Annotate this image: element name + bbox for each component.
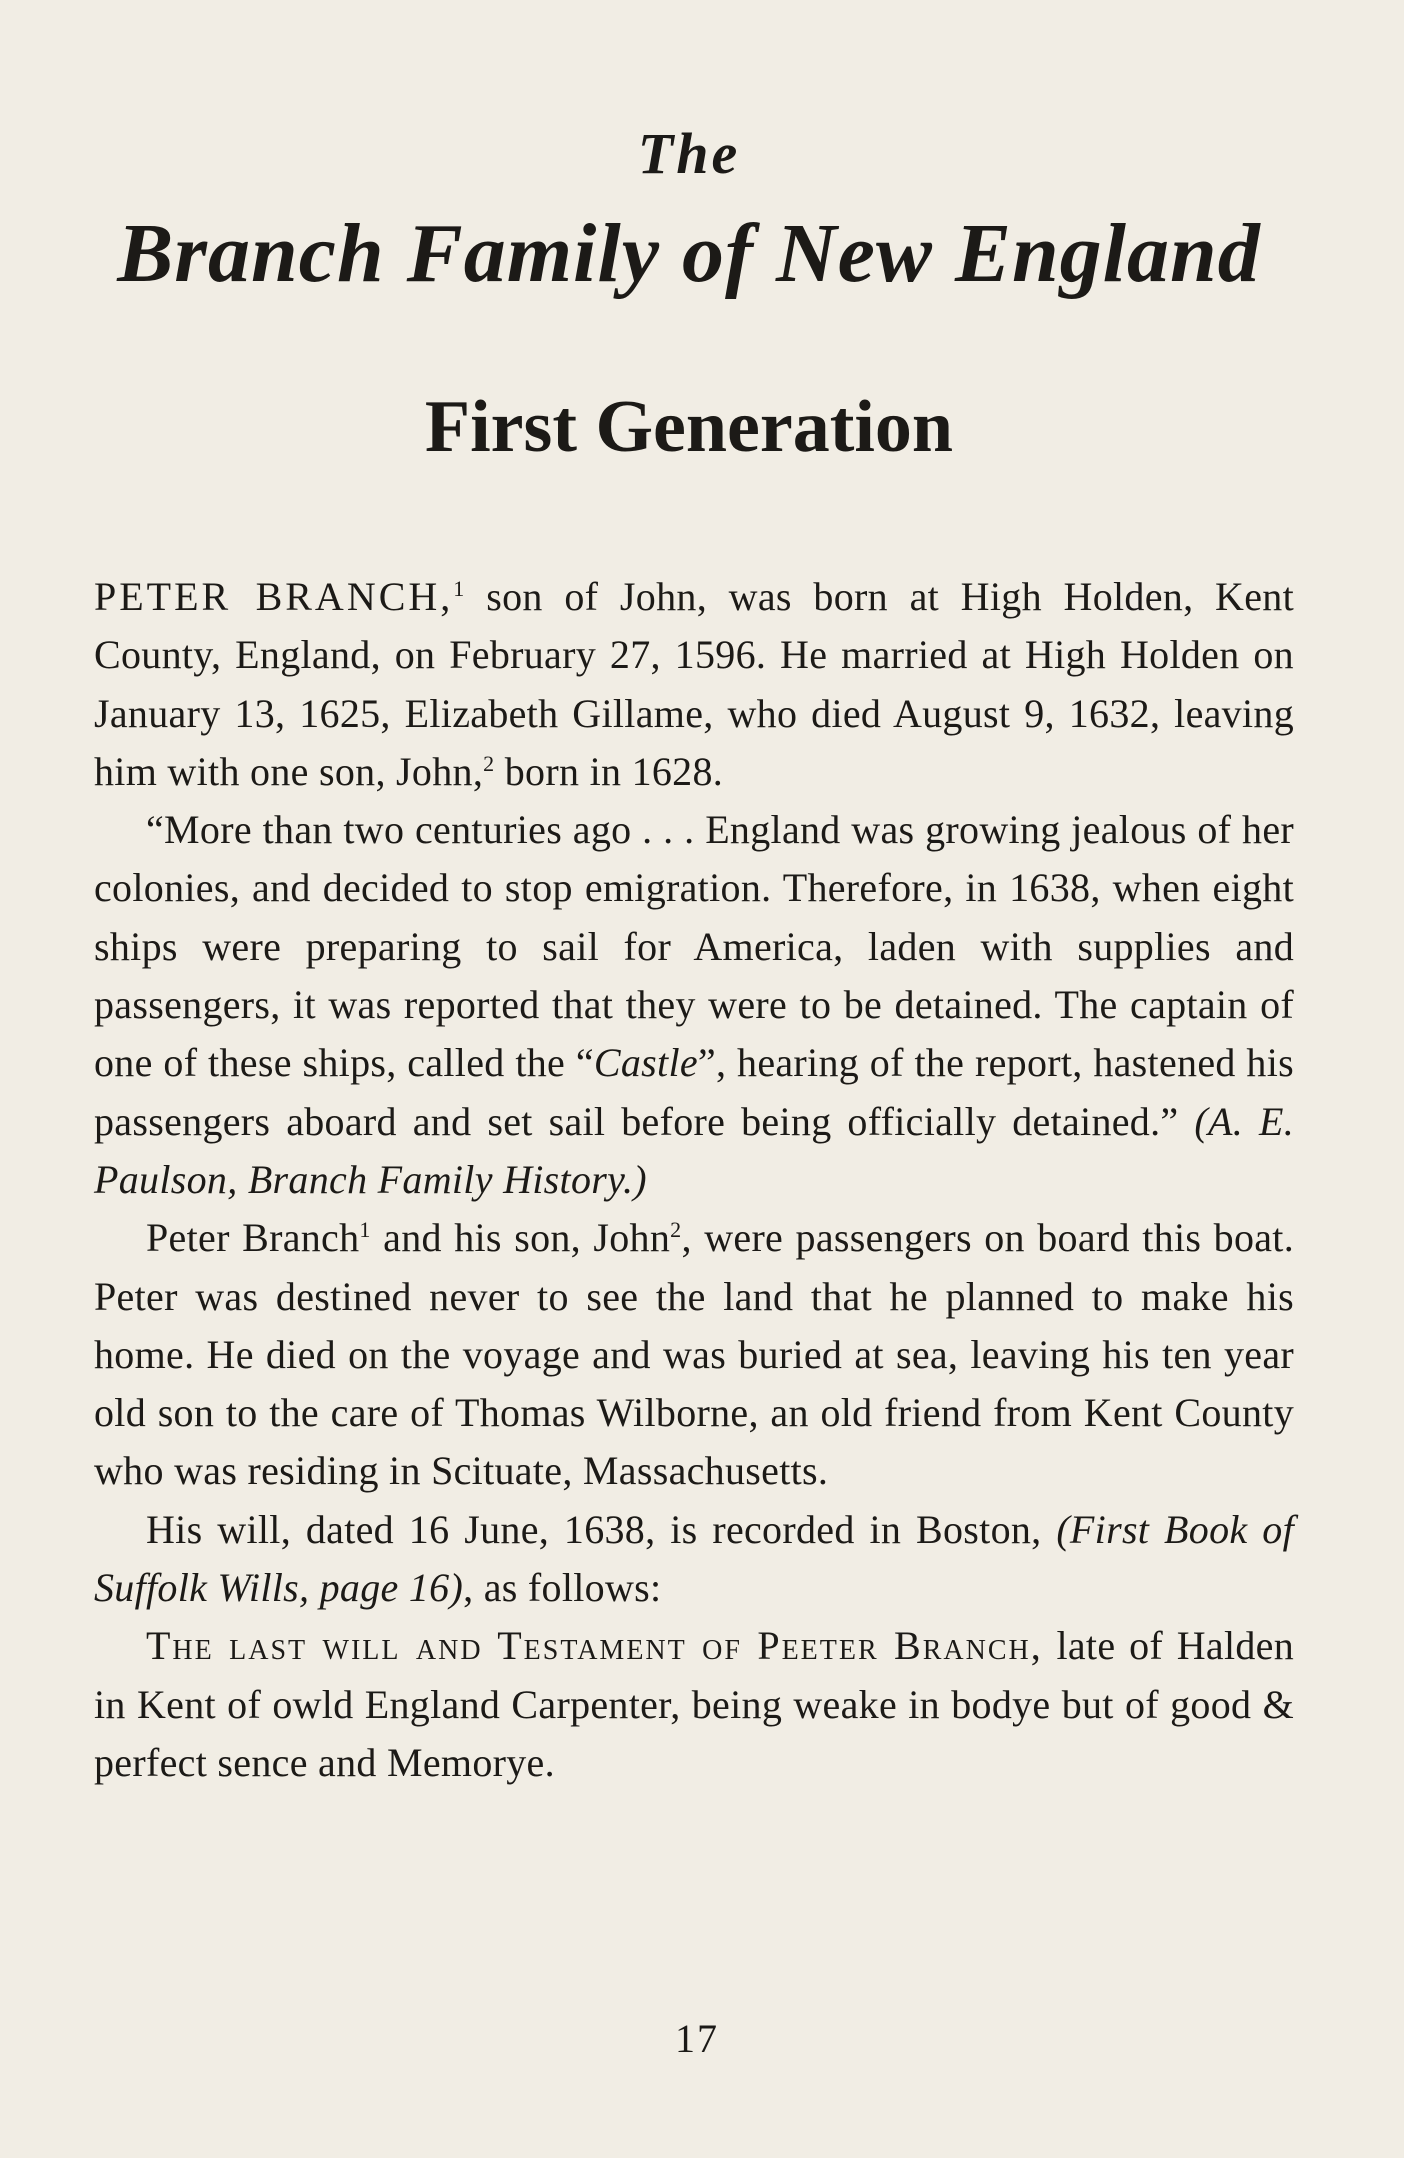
footnote-marker: 2 bbox=[670, 1217, 682, 1243]
page-number: 17 bbox=[675, 2016, 719, 2061]
footnote-marker: 1 bbox=[359, 1217, 371, 1243]
title-article: The bbox=[637, 121, 741, 186]
paragraph-text: son of John, was born at High Holden, Kent County, England, on February 27, 1596. He married at High Holden on January 13, 1625, Elizabeth Gillame, who died August 9, 1632, leaving him with one son, John, bbox=[94, 574, 1294, 794]
paragraph-voyage bbox=[94, 1209, 1294, 1500]
paragraph-testament bbox=[94, 1617, 1294, 1792]
paragraph-text: , as follows: bbox=[463, 1565, 662, 1611]
person-name: PETER BRANCH, bbox=[94, 574, 454, 619]
paragraph-will bbox=[94, 1501, 1294, 1618]
ship-name: Castle bbox=[593, 1040, 698, 1086]
paragraph-text: Peter Branch bbox=[146, 1215, 360, 1261]
book-title: Branch Family of New England bbox=[117, 207, 1261, 300]
footnote-marker: 2 bbox=[483, 750, 495, 776]
paragraph-quote bbox=[94, 801, 1294, 1209]
paragraph-text: , were passengers on board this boat. Peter was destined never to see the land that he planned to make his home. He died on the voyage and was buried at sea, leaving his ten year old son to the care of Thomas Wilborne, an old friend from Kent County who was residing in Scituate, Massachusetts. bbox=[94, 1215, 1295, 1494]
paragraph-text: ”, hearing of the report, hastened his passengers aboard and set sail before being officially detained.” bbox=[94, 1040, 1294, 1144]
paragraph-text: late of Halden in Kent of owld England Carpenter, being weake in bodye but of good & perfect sence and Memorye. bbox=[94, 1623, 1295, 1785]
paragraph-text: born in 1628. bbox=[494, 748, 724, 794]
footnote-marker: 1 bbox=[453, 576, 465, 601]
paragraph-text: “More than two centuries ago . . . England was growing jealous of her colonies, and decided to stop emigration. Therefore, in 1638, when eight ships were preparing to sail for America, laden with supplies and passengers, it was reported that they were to be detained. The captain of one of these ships, called the “ bbox=[94, 807, 1294, 1086]
paragraph-text: His will, dated 16 June, 1638, is recorded in Boston, bbox=[146, 1506, 1057, 1552]
citation: (A. E. Paulson, Branch Family History.) bbox=[94, 1098, 1294, 1202]
testament-heading: The last will and Testament of Peeter Branch, bbox=[146, 1623, 1043, 1669]
section-heading: First Generation bbox=[424, 386, 954, 468]
paragraph-text: and his son, John bbox=[370, 1215, 671, 1261]
paragraph-birth bbox=[94, 568, 1294, 801]
body-text bbox=[94, 568, 1294, 1792]
citation: (First Book of Suffolk Wills, page 16) bbox=[94, 1506, 1294, 1611]
